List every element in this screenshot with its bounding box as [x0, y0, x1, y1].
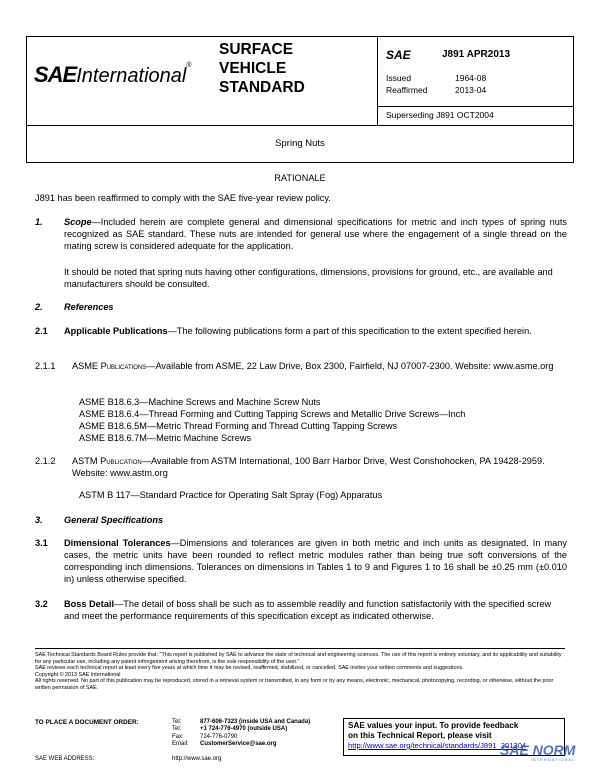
rationale-heading: RATIONALE [274, 173, 326, 183]
section-2-title: References [64, 302, 114, 312]
section-2-1-1-text: —Available from ASME, 22 Law Drive, Box 2300, Fairfield, NJ 07007-2300. Website: www.asme.org [146, 361, 554, 371]
header-divider-vertical [377, 36, 378, 126]
section-2-1-1 [72, 360, 567, 372]
section-3-1-text: —Dimensions and tolerances are given in both metric and inch units as designated. In many cases, the metric units have been rounded to reflect metric modules rather than being true soft conversions of the corresponding inch dimensions. Tolerances on dimensions in Tables 1 to 9 and Figures 1 to 16 shall be ±0.25 mm (±0.010 in) unless otherwise specified. [64, 538, 567, 584]
logo-registered-mark: ® [186, 62, 192, 69]
superseding-text: Superseding J891 OCT2004 [386, 110, 494, 120]
section-2-number: 2. [35, 302, 43, 312]
section-2-1-text: —The following publications form a part of this specification to the extent specified herein. [167, 326, 532, 336]
tel2-value: +1 724-776-4970 (outside USA) [200, 726, 288, 733]
footer-notices [35, 652, 565, 692]
section-1-text: —Included herein are complete general and dimensional specifications for metric and inch types of spring nuts recognized as SAE standard. These nuts are intended for general use where the engagement of a single thread on the mating screw is considered adequate for the application. [64, 217, 567, 251]
section-2-1-2-org: ASTM Publication [72, 456, 142, 466]
tel2-label: Tel: [172, 726, 182, 733]
section-3-2-title: Boss Detail [64, 599, 115, 609]
rationale-text: J891 has been reaffirmed to comply with the SAE five-year review policy. [35, 193, 331, 203]
asme-reference-list [79, 396, 567, 444]
fax-value: 724-776-0790 [200, 733, 238, 740]
section-3-2 [64, 598, 567, 622]
footer-copyright: Copyright © 2013 SAE International [35, 671, 121, 678]
standard-type-title [219, 40, 305, 97]
tel-label: Tel: [172, 719, 182, 725]
feedback-line-2: on this Technical Report, please visit [348, 731, 492, 740]
reaffirmed-label: Reaffirmed [386, 85, 428, 95]
asme-ref-b18-6-4: ASME B18.6.4—Thread Forming and Cutting Tapping Screws and Metallic Drive Screws—Inch [79, 409, 466, 419]
section-2-1-2-number: 2.1.2 [35, 456, 56, 466]
asme-ref-b18-6-3: ASME B18.6.3—Machine Screws and Machine Screw Nuts [79, 397, 321, 407]
section-1-scope [64, 216, 567, 252]
section-3-1 [64, 537, 567, 585]
issued-value: 1964-08 [455, 73, 487, 83]
reaffirmed-value: 2013-04 [455, 85, 487, 95]
document-title: Spring Nuts [275, 138, 325, 149]
feedback-url-link[interactable]: http://www.sae.org/technical/standards/J891_201304 [348, 741, 527, 750]
section-1-title: Scope [64, 217, 92, 227]
small-sae-logo: SAE [386, 48, 411, 62]
logo-international-text: International [76, 65, 187, 87]
section-3-title: General Specifications [64, 515, 164, 525]
section-2-1-2-text: —Available from ASTM International, 100 Barr Harbor Drive, West Conshohocken, PA 19428-2959. Website: www.astm.org [72, 456, 545, 478]
title-line-surface: SURFACE [219, 41, 294, 58]
section-3-2-number: 3.2 [35, 599, 48, 609]
footer-rights-paragraph: All rights reserved. No part of this publication may be reproduced, stored in a retrieval system or transmitted, in any form or by any means, electronic, mechanical, photocopying, recording, or otherwise, without the prior written permission of SAE. [35, 678, 554, 691]
sae-international-logo [34, 62, 192, 88]
section-3-1-title: Dimensional Tolerances [64, 538, 171, 548]
footer-rule [35, 648, 565, 649]
email-value[interactable]: CustomerService@sae.org [200, 741, 277, 748]
order-label: TO PLACE A DOCUMENT ORDER: [35, 719, 139, 726]
sae-norm-watermark [500, 743, 575, 762]
section-1-number: 1. [35, 217, 43, 227]
issued-label: Issued [386, 73, 412, 83]
feedback-line-1: SAE values your input. To provide feedback [348, 721, 519, 730]
email-label: Email: [172, 741, 189, 748]
logo-sae-text: SAE [34, 62, 77, 87]
section-2-1 [64, 325, 567, 337]
astm-reference: ASTM B 117—Standard Practice for Operating Salt Spray (Fog) Apparatus [79, 490, 383, 500]
web-address-value[interactable]: http://www.sae.org [172, 756, 222, 762]
footer-review-paragraph: SAE reviews each technical report at least every five years at which time it may be revised, reaffirmed, stabilized, or cancelled. SAE invites your written comments and suggestions. [35, 665, 464, 672]
section-2-1-1-org: ASME Publications [72, 361, 147, 371]
section-3-2-text: —The detail of boss shall be such as to assemble readily and function satisfactorily with the specified screw and meet the performance requirements of this specification except as indicated otherwise. [64, 599, 552, 621]
section-1-para2: It should be noted that spring nuts having other configurations, dimensions, provisions for ground, etc., are available and manufacturers should be consulted. [64, 267, 553, 289]
section-2-1-2 [72, 455, 567, 479]
fax-label: Fax: [172, 733, 184, 740]
header-divider-horizontal [377, 106, 574, 107]
section-3-number: 3. [35, 515, 43, 525]
tel-value: 877-606-7323 (inside USA and Canada) [200, 719, 311, 725]
watermark-text: SAE NORM [500, 742, 576, 758]
section-3-1-number: 3.1 [35, 538, 48, 548]
footer-rules-paragraph: SAE Technical Standards Board Rules provide that: "This report is published by SAE to advance the state of technical and engineering sciences. The use of this report is entirely voluntary, and its applicability and suitability for any particular use, including any patent infringement arising therefrom, is the sole responsibility of the user." [35, 652, 562, 665]
title-line-vehicle: VEHICLE [219, 60, 287, 77]
section-2-1-title: Applicable Publications [64, 326, 168, 336]
section-2-1-1-number: 2.1.1 [35, 361, 56, 371]
title-line-standard: STANDARD [219, 79, 305, 96]
asme-ref-b18-6-7m: ASME B18.6.7M—Metric Machine Screws [79, 433, 252, 443]
section-2-1-number: 2.1 [35, 326, 48, 336]
watermark-subtext: INTERNATIONAL [530, 757, 576, 762]
document-id: J891 APR2013 [442, 49, 511, 60]
asme-ref-b18-6-5m: ASME B18.6.5M—Metric Thread Forming and Thread Cutting Tapping Screws [79, 421, 398, 431]
web-address-label: SAE WEB ADDRESS: [35, 756, 95, 762]
